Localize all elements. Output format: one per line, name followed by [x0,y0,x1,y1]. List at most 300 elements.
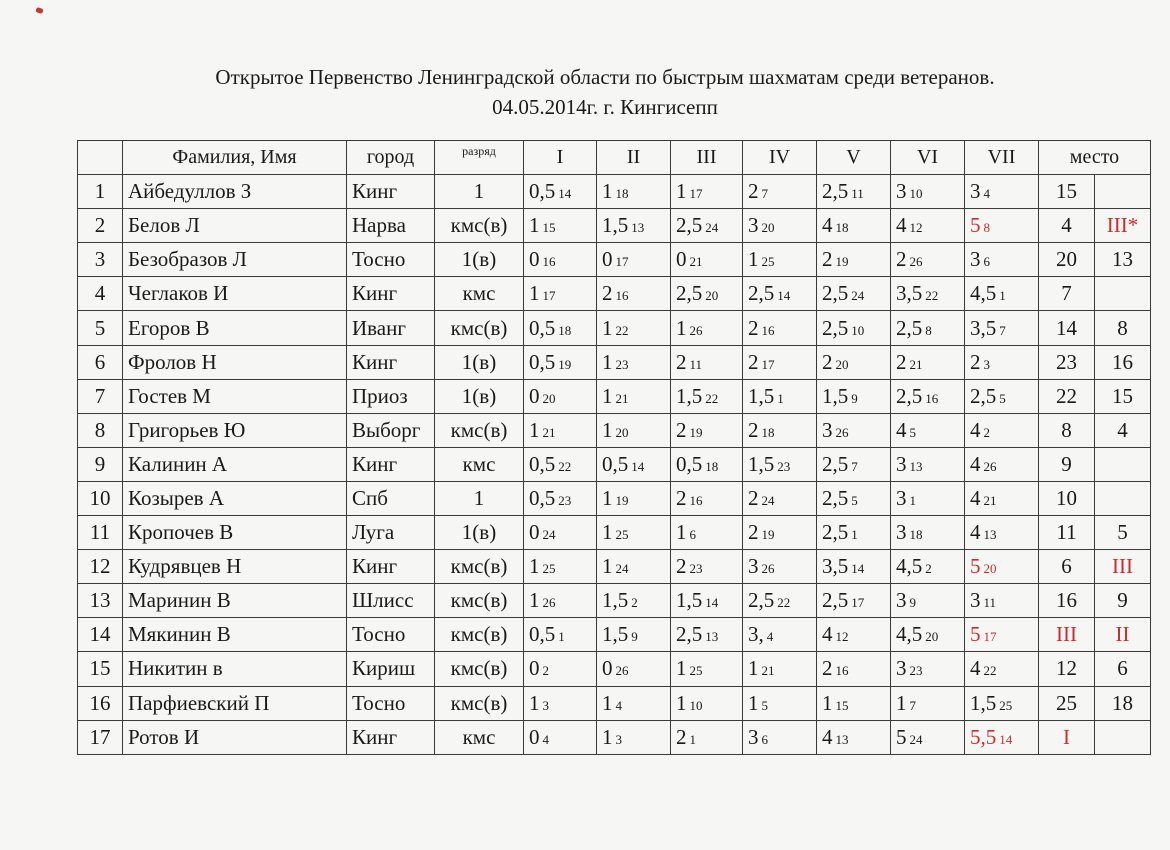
round-opponent: 1 [909,492,916,508]
round-opponent: 22 [983,663,997,679]
place-extra [1095,447,1151,481]
round-score: 1 [896,690,907,715]
round-4-cell [743,584,817,618]
round-opponent: 26 [761,561,775,577]
round-7-cell [965,345,1039,379]
round-opponent: 21 [542,424,556,440]
player-rank: кмс [435,720,524,754]
round-score: 3 [896,656,907,681]
player-number: 9 [78,447,123,481]
round-score: 2 [896,349,907,374]
round-opponent: 26 [909,254,923,270]
round-4-cell [743,550,817,584]
player-number: 14 [78,618,123,652]
round-6-cell [891,618,965,652]
round-score: 2,5 [822,451,849,476]
round-score: 1 [602,315,613,340]
final-place: 4 [1039,209,1095,243]
round-opponent: 10 [909,186,923,202]
round-opponent: 24 [542,527,556,543]
round-5-cell [817,652,891,686]
round-opponent: 4 [615,697,622,713]
round-score: 1 [602,520,613,545]
round-opponent: 13 [631,220,645,236]
round-opponent: 17 [542,288,556,304]
header-round-4: IV [743,141,817,175]
round-4-cell [743,379,817,413]
round-3-cell [671,584,743,618]
round-opponent: 14 [705,595,719,611]
round-1-cell [524,550,597,584]
player-city: Кинг [347,550,435,584]
final-place: 14 [1039,311,1095,345]
final-place: 23 [1039,345,1095,379]
round-score: 2 [748,485,759,510]
round-3-cell [671,311,743,345]
table-row [78,481,1151,515]
player-name: Григорьев Ю [123,413,347,447]
round-5-cell [817,243,891,277]
round-5-cell [817,481,891,515]
round-score: 1 [748,690,759,715]
player-number: 10 [78,481,123,515]
player-city: Кинг [347,447,435,481]
title-line-1: Открытое Первенство Ленинградской области по быстрым шахматам среди ветеранов. [215,65,995,89]
round-4-cell [743,481,817,515]
player-city: Шлисс [347,584,435,618]
player-name: Ротов И [123,720,347,754]
round-score: 0 [529,656,540,681]
round-score: 2 [748,520,759,545]
round-score: 0,5 [529,179,556,204]
round-7-cell [965,720,1039,754]
player-name: Чеглаков И [123,277,347,311]
round-score: 4 [822,213,833,238]
round-opponent: 17 [689,186,703,202]
round-opponent: 13 [909,458,923,474]
round-score: 0,5 [529,315,556,340]
title-line-2: 04.05.2014г. г. Кингисепп [492,95,718,119]
round-opponent: 20 [983,561,997,577]
table-row [78,277,1151,311]
place-extra: 4 [1095,413,1151,447]
player-name: Козырев А [123,481,347,515]
round-opponent: 1 [689,731,696,747]
round-4-cell [743,209,817,243]
round-score: 2 [602,281,613,306]
round-score: 2,5 [822,485,849,510]
place-extra [1095,481,1151,515]
player-name: Гостев М [123,379,347,413]
round-1-cell [524,481,597,515]
round-3-cell [671,379,743,413]
round-6-cell [891,652,965,686]
round-opponent: 24 [705,220,719,236]
round-score: 1,5 [748,383,775,408]
round-score: 2,5 [822,179,849,204]
round-7-cell [965,413,1039,447]
round-score: 1 [602,383,613,408]
round-5-cell [817,720,891,754]
round-opponent: 9 [631,629,638,645]
round-opponent: 14 [999,731,1013,747]
table-row [78,652,1151,686]
player-rank: 1(в) [435,379,524,413]
player-city: Тосно [347,618,435,652]
place-extra: 18 [1095,686,1151,720]
round-opponent: 25 [542,561,556,577]
round-1-cell [524,516,597,550]
round-7-cell [965,481,1039,515]
round-1-cell [524,686,597,720]
round-7-cell [965,209,1039,243]
header-round-5: V [817,141,891,175]
player-number: 6 [78,345,123,379]
table-row [78,413,1151,447]
player-city: Иванг [347,311,435,345]
round-score: 3 [896,588,907,613]
round-5-cell [817,516,891,550]
final-place: 25 [1039,686,1095,720]
round-score: 0 [529,520,540,545]
round-score: 1,5 [602,213,629,238]
round-2-cell [597,516,671,550]
round-score: 1 [529,690,540,715]
round-opponent: 7 [851,458,858,474]
round-3-cell [671,447,743,481]
table-row [78,209,1151,243]
round-opponent: 7 [761,186,768,202]
place-extra [1095,277,1151,311]
round-opponent: 6 [689,527,696,543]
final-place: I [1039,720,1095,754]
round-score: 4,5 [896,622,923,647]
round-4-cell [743,311,817,345]
player-rank: 1(в) [435,516,524,550]
player-name: Айбедуллов З [123,175,347,209]
round-3-cell [671,175,743,209]
round-opponent: 22 [705,390,719,406]
player-rank: кмс [435,277,524,311]
round-score: 4 [896,213,907,238]
round-score: 1 [602,724,613,749]
round-5-cell [817,618,891,652]
round-score: 5 [970,213,981,238]
round-score: 1 [602,485,613,510]
round-score: 3 [822,417,833,442]
round-opponent: 3 [542,697,549,713]
round-score: 1,5 [748,451,775,476]
round-2-cell [597,379,671,413]
player-city: Кинг [347,175,435,209]
round-6-cell [891,175,965,209]
round-2-cell [597,481,671,515]
round-opponent: 18 [835,220,849,236]
red-ink-mark [35,7,43,14]
place-extra: 9 [1095,584,1151,618]
header-round-3: III [671,141,743,175]
round-score: 5 [970,554,981,579]
player-number: 12 [78,550,123,584]
round-2-cell [597,618,671,652]
round-4-cell [743,277,817,311]
round-score: 1 [748,247,759,272]
round-opponent: 18 [615,186,629,202]
round-opponent: 10 [851,322,865,338]
round-score: 3 [896,485,907,510]
round-score: 4 [896,417,907,442]
round-opponent: 22 [925,288,939,304]
round-opponent: 1 [558,629,565,645]
round-6-cell [891,379,965,413]
round-1-cell [524,175,597,209]
player-number: 4 [78,277,123,311]
round-5-cell [817,311,891,345]
player-rank: кмс(в) [435,686,524,720]
round-5-cell [817,686,891,720]
round-opponent: 22 [615,322,629,338]
round-opponent: 2 [631,595,638,611]
round-score: 2,5 [896,383,923,408]
header-rank: разряд [435,141,524,175]
round-opponent: 20 [925,629,939,645]
player-rank: кмс(в) [435,209,524,243]
round-opponent: 21 [983,492,997,508]
round-3-cell [671,481,743,515]
round-1-cell [524,584,597,618]
round-opponent: 24 [615,561,629,577]
round-opponent: 17 [851,595,865,611]
round-score: 2 [748,349,759,374]
player-rank: 1 [435,481,524,515]
round-score: 1 [602,417,613,442]
round-score: 0 [529,724,540,749]
round-2-cell [597,584,671,618]
standings-table [77,140,1151,755]
round-score: 0 [676,247,687,272]
round-score: 2,5 [822,588,849,613]
player-city: Выборг [347,413,435,447]
round-score: 2 [748,315,759,340]
round-opponent: 19 [615,492,629,508]
place-extra: III [1095,550,1151,584]
round-score: 1 [748,656,759,681]
round-score: 2,5 [896,315,923,340]
round-4-cell [743,447,817,481]
round-score: 2,5 [748,281,775,306]
round-7-cell [965,447,1039,481]
round-3-cell [671,686,743,720]
round-opponent: 23 [689,561,703,577]
table-row [78,550,1151,584]
round-score: 4 [970,656,981,681]
player-name: Калинин А [123,447,347,481]
round-score: 2,5 [822,315,849,340]
round-7-cell [965,379,1039,413]
round-4-cell [743,413,817,447]
round-5-cell [817,584,891,618]
round-1-cell [524,618,597,652]
player-name: Егоров В [123,311,347,345]
table-row [78,618,1151,652]
final-place: 22 [1039,379,1095,413]
round-2-cell [597,345,671,379]
player-rank: кмс [435,447,524,481]
round-opponent: 11 [851,186,864,202]
round-6-cell [891,345,965,379]
round-7-cell [965,243,1039,277]
final-place: 15 [1039,175,1095,209]
round-opponent: 3 [615,731,622,747]
round-opponent: 10 [689,697,703,713]
round-opponent: 18 [761,424,775,440]
round-opponent: 14 [631,458,645,474]
round-score: 1,5 [602,622,629,647]
standings-body [78,175,1151,755]
final-place: 12 [1039,652,1095,686]
round-opponent: 14 [777,288,791,304]
player-city: Тосно [347,686,435,720]
round-score: 1 [602,554,613,579]
round-7-cell [965,277,1039,311]
round-score: 2 [822,349,833,374]
table-row [78,686,1151,720]
round-score: 1 [602,349,613,374]
player-rank: 1 [435,175,524,209]
round-opponent: 16 [835,663,849,679]
round-score: 3 [896,520,907,545]
player-city: Тосно [347,243,435,277]
round-5-cell [817,447,891,481]
round-score: 5 [970,622,981,647]
player-number: 1 [78,175,123,209]
round-opponent: 19 [835,254,849,270]
round-opponent: 16 [761,322,775,338]
round-3-cell [671,516,743,550]
round-opponent: 12 [835,629,849,645]
table-row [78,516,1151,550]
table-row [78,243,1151,277]
player-number: 15 [78,652,123,686]
round-score: 1,5 [970,690,997,715]
round-2-cell [597,311,671,345]
round-opponent: 25 [999,697,1013,713]
round-opponent: 12 [909,220,923,236]
round-opponent: 22 [777,595,791,611]
player-city: Спб [347,481,435,515]
player-rank: кмс(в) [435,584,524,618]
round-score: 2 [970,349,981,374]
round-score: 2,5 [748,588,775,613]
round-opponent: 19 [558,356,572,372]
round-2-cell [597,686,671,720]
player-city: Нарва [347,209,435,243]
round-1-cell [524,379,597,413]
round-2-cell [597,550,671,584]
round-score: 2 [822,247,833,272]
player-rank: 1(в) [435,345,524,379]
round-opponent: 7 [909,697,916,713]
player-name: Мякинин В [123,618,347,652]
final-place: 6 [1039,550,1095,584]
round-opponent: 24 [851,288,865,304]
player-rank: кмс(в) [435,413,524,447]
round-score: 3, [748,622,764,647]
round-opponent: 24 [761,492,775,508]
round-4-cell [743,686,817,720]
round-3-cell [671,243,743,277]
player-number: 8 [78,413,123,447]
round-4-cell [743,516,817,550]
round-score: 1,5 [822,383,849,408]
player-rank: кмс(в) [435,550,524,584]
round-opponent: 2 [542,663,549,679]
round-score: 3,5 [896,281,923,306]
round-opponent: 16 [542,254,556,270]
round-opponent: 20 [761,220,775,236]
round-opponent: 17 [615,254,629,270]
round-opponent: 21 [689,254,703,270]
round-opponent: 23 [909,663,923,679]
round-opponent: 8 [925,322,932,338]
round-opponent: 23 [777,458,791,474]
round-5-cell [817,345,891,379]
round-score: 1 [676,690,687,715]
round-opponent: 5 [761,697,768,713]
place-extra: 13 [1095,243,1151,277]
player-city: Луга [347,516,435,550]
player-number: 5 [78,311,123,345]
round-5-cell [817,175,891,209]
round-score: 1 [676,179,687,204]
final-place: 16 [1039,584,1095,618]
round-score: 4,5 [896,554,923,579]
round-6-cell [891,277,965,311]
player-rank: 1(в) [435,243,524,277]
round-score: 1,5 [676,383,703,408]
round-7-cell [965,584,1039,618]
round-opponent: 14 [851,561,865,577]
round-6-cell [891,516,965,550]
round-1-cell [524,311,597,345]
round-score: 4 [822,622,833,647]
place-extra: 16 [1095,345,1151,379]
place-extra: II [1095,618,1151,652]
player-city: Кинг [347,720,435,754]
round-opponent: 16 [689,492,703,508]
round-opponent: 20 [615,424,629,440]
round-5-cell [817,209,891,243]
header-num [78,141,123,175]
round-4-cell [743,618,817,652]
final-place: 10 [1039,481,1095,515]
round-opponent: 18 [705,458,719,474]
round-score: 2,5 [676,281,703,306]
round-7-cell [965,618,1039,652]
round-opponent: 25 [689,663,703,679]
place-extra: 15 [1095,379,1151,413]
round-opponent: 19 [761,527,775,543]
round-6-cell [891,686,965,720]
round-score: 2 [676,417,687,442]
round-7-cell [965,550,1039,584]
player-name: Парфиевский П [123,686,347,720]
player-name: Кропочев В [123,516,347,550]
final-place: 7 [1039,277,1095,311]
round-opponent: 15 [542,220,556,236]
player-city: Кинг [347,277,435,311]
place-extra: 6 [1095,652,1151,686]
